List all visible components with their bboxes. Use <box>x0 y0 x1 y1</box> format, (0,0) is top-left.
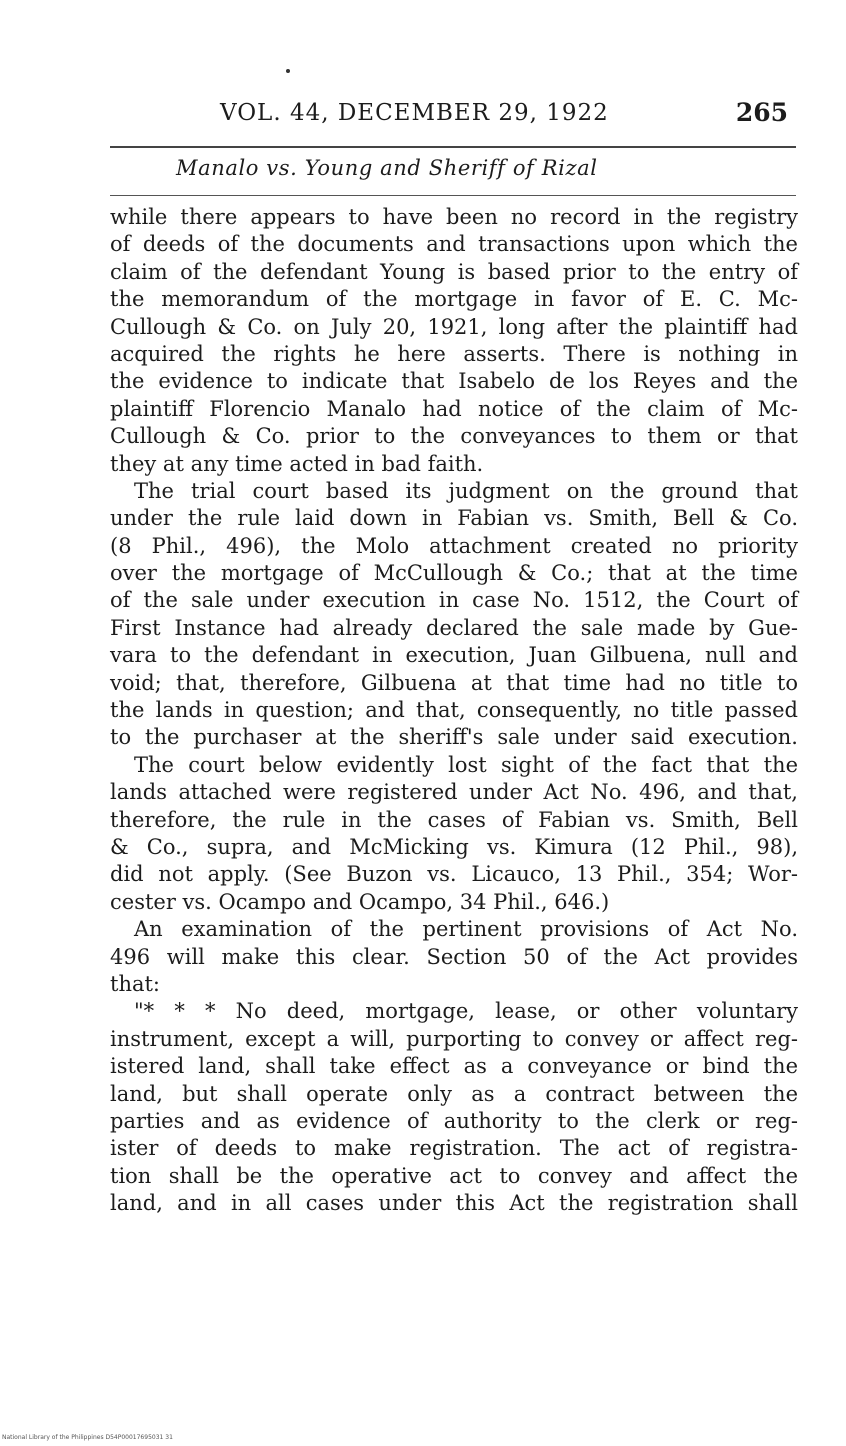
text-line: claim of the defendant Young is based prior to the entry of <box>110 259 798 284</box>
text-line: 496 will make this clear. Section 50 of the Act provides <box>110 944 798 969</box>
quote-line: instrument, except a will, purporting to convey or affect reg- <box>110 1026 798 1051</box>
text-line: the evidence to indicate that Isabelo de los Reyes and the <box>110 369 798 394</box>
archive-footer: National Library of the Philippines D54P00017695031 31 <box>2 1434 173 1441</box>
text-line: cester vs. Ocampo and Ocampo, 34 Phil., 646.) <box>110 889 610 914</box>
text-line: (8 Phil., 496), the Molo attachment created no priority <box>110 533 798 558</box>
text-line: The court below evidently lost sight of the fact that the <box>134 752 798 777</box>
text-line: did not apply. (See Buzon vs. Licauco, 13 Phil., 354; Wor- <box>110 862 798 887</box>
text-line: under the rule laid down in Fabian vs. Smith, Bell & Co. <box>110 506 798 531</box>
quote-line: "* * * No deed, mortgage, lease, or other voluntary <box>134 999 798 1024</box>
quote-line: parties and as evidence of authority to the clerk or reg- <box>110 1108 798 1133</box>
text-line: to the purchaser at the sheriff's sale under said execution. <box>110 725 798 750</box>
quote-line: istered land, shall take effect as a conveyance or bind the <box>110 1054 798 1079</box>
text-line: First Instance had already declared the sale made by Gue- <box>110 615 798 640</box>
header-rule-top <box>110 146 796 148</box>
text-line: that: <box>110 971 160 996</box>
case-title: Manalo vs. Young and Sheriff of Rizal <box>176 156 598 180</box>
text-line: while there appears to have been no record in the registry <box>110 205 798 229</box>
quote-line: land, but shall operate only as a contract between the <box>110 1081 798 1106</box>
quote-line: ister of deeds to make registration. The act of registra- <box>110 1136 798 1161</box>
text-line: Cullough & Co. on July 20, 1921, long after the plaintiff had <box>110 314 798 339</box>
page-header <box>110 92 796 142</box>
text-line: & Co., supra, and McMicking vs. Kimura (12 Phil., 98), <box>110 834 798 859</box>
text-line: they at any time acted in bad faith. <box>110 451 484 476</box>
text-line: therefore, the rule in the cases of Fabian vs. Smith, Bell <box>110 807 798 832</box>
header-rule-bottom <box>110 195 796 196</box>
text-line: void; that, therefore, Gilbuena at that time had no title to <box>110 670 798 695</box>
ink-speck <box>286 69 290 73</box>
text-line: lands attached were registered under Act No. 496, and that, <box>110 780 798 805</box>
text-line: the memorandum of the mortgage in favor of E. C. Mc- <box>110 287 798 312</box>
quote-line: land, and in all cases under this Act the registration shall <box>110 1191 798 1216</box>
text-line: acquired the rights he here asserts. There is nothing in <box>110 341 798 366</box>
page-number: 265 <box>735 98 788 127</box>
text-line: Cullough & Co. prior to the conveyances to them or that <box>110 424 798 449</box>
text-line: of the sale under execution in case No. 1512, the Court of <box>110 588 798 613</box>
text-line: vara to the defendant in execution, Juan Gilbuena, null and <box>110 643 798 668</box>
text-line: the lands in question; and that, consequently, no title passed <box>110 698 798 723</box>
text-line: plaintiff Florencio Manalo had notice of the claim of Mc- <box>110 396 798 421</box>
text-line: over the mortgage of McCullough & Co.; that at the time <box>110 561 798 586</box>
quote-line: tion shall be the operative act to convey and affect the <box>110 1163 798 1188</box>
text-line: The trial court based its judgment on the ground that <box>134 478 798 503</box>
running-title: VOL. 44, DECEMBER 29, 1922 <box>220 100 609 126</box>
text-line: An examination of the pertinent provisions of Act No. <box>134 917 798 942</box>
text-line: of deeds of the documents and transactions upon which the <box>110 232 798 257</box>
body-text <box>110 204 798 1217</box>
